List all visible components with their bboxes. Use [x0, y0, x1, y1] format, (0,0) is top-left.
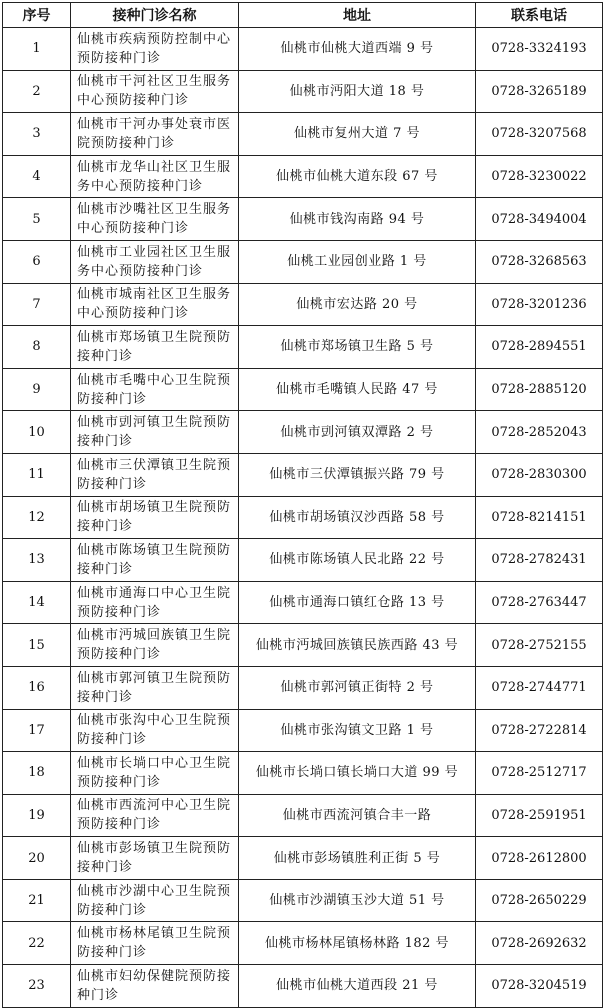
row-address-cell: 仙桃市沔阳大道 18 号 [239, 70, 476, 113]
clinic-name-text: 仙桃市西流河中心卫生院预防接种门诊 [77, 798, 232, 833]
row-phone-cell: 0728-3268563 [476, 240, 603, 283]
header-phone: 联系电话 [476, 3, 603, 28]
clinic-table-container [2, 2, 602, 1004]
row-phone-cell: 0728-2782431 [476, 539, 603, 582]
row-phone-cell: 0728-3265189 [476, 70, 603, 113]
header-row [3, 3, 603, 28]
clinic-name-text: 仙桃市郭河镇卫生院预防接种门诊 [77, 670, 232, 705]
clinic-name-text: 仙桃市妇幼保健院预防接种门诊 [77, 968, 232, 1003]
row-phone-cell: 0728-2885120 [476, 368, 603, 411]
row-clinic-name-cell [71, 240, 239, 283]
row-clinic-name-cell [71, 922, 239, 965]
row-clinic-name-cell [71, 496, 239, 539]
table-row [3, 326, 603, 369]
row-phone-cell: 0728-2894551 [476, 326, 603, 369]
table-row [3, 113, 603, 156]
row-clinic-name-cell [71, 666, 239, 709]
row-clinic-name-cell [71, 411, 239, 454]
table-row [3, 155, 603, 198]
vaccination-clinic-table [2, 2, 603, 1008]
clinic-name-text: 仙桃市龙华山社区卫生服务中心预防接种门诊 [77, 159, 232, 194]
row-clinic-name-cell [71, 709, 239, 752]
clinic-name-text: 仙桃市三伏潭镇卫生院预防接种门诊 [77, 457, 232, 492]
row-address-cell: 仙桃市陈场镇人民北路 22 号 [239, 539, 476, 582]
row-address-cell: 仙桃市通海口镇红仓路 13 号 [239, 581, 476, 624]
clinic-name-text: 仙桃市通海口中心卫生院预防接种门诊 [77, 585, 232, 620]
row-index-cell: 17 [3, 709, 71, 752]
row-clinic-name-cell [71, 326, 239, 369]
row-clinic-name-cell [71, 837, 239, 880]
clinic-name-text: 仙桃市城南社区卫生服务中心预防接种门诊 [77, 287, 232, 322]
row-clinic-name-cell [71, 70, 239, 113]
row-index-cell: 10 [3, 411, 71, 454]
row-phone-cell: 0728-2722814 [476, 709, 603, 752]
row-index-cell: 15 [3, 624, 71, 667]
table-row [3, 539, 603, 582]
row-phone-cell: 0728-3494004 [476, 198, 603, 241]
row-phone-cell: 0728-2692632 [476, 922, 603, 965]
row-index-cell: 7 [3, 283, 71, 326]
row-address-cell: 仙桃市西流河镇合丰一路 [239, 794, 476, 837]
row-address-cell: 仙桃市毛嘴镇人民路 47 号 [239, 368, 476, 411]
row-clinic-name-cell [71, 155, 239, 198]
clinic-name-text: 仙桃市工业园社区卫生服务中心预防接种门诊 [77, 244, 232, 279]
table-row [3, 283, 603, 326]
clinic-name-text: 仙桃市剅河镇卫生院预防接种门诊 [77, 415, 232, 450]
row-index-cell: 11 [3, 453, 71, 496]
row-index-cell: 13 [3, 539, 71, 582]
row-phone-cell: 0728-2763447 [476, 581, 603, 624]
row-clinic-name-cell [71, 581, 239, 624]
row-clinic-name-cell [71, 879, 239, 922]
table-row [3, 496, 603, 539]
table-row [3, 752, 603, 795]
row-address-cell: 仙桃市仙桃大道东段 67 号 [239, 155, 476, 198]
row-phone-cell: 0728-3204519 [476, 965, 603, 1008]
row-phone-cell: 0728-3230022 [476, 155, 603, 198]
row-index-cell: 22 [3, 922, 71, 965]
clinic-name-text: 仙桃市沙嘴社区卫生服务中心预防接种门诊 [77, 202, 232, 237]
row-address-cell: 仙桃市长埫口镇长埫口大道 99 号 [239, 752, 476, 795]
table-header [3, 3, 603, 28]
row-index-cell: 5 [3, 198, 71, 241]
clinic-name-text: 仙桃市彭场镇卫生院预防接种门诊 [77, 841, 232, 876]
table-row [3, 879, 603, 922]
clinic-name-text: 仙桃市郑场镇卫生院预防接种门诊 [77, 329, 232, 364]
clinic-name-text: 仙桃市干河办事处衰市医院预防接种门诊 [77, 116, 232, 151]
clinic-name-text: 仙桃市毛嘴中心卫生院预防接种门诊 [77, 372, 232, 407]
table-row [3, 240, 603, 283]
clinic-name-text: 仙桃市沔城回族镇卫生院预防接种门诊 [77, 628, 232, 663]
row-index-cell: 16 [3, 666, 71, 709]
row-clinic-name-cell [71, 198, 239, 241]
row-index-cell: 4 [3, 155, 71, 198]
clinic-name-text: 仙桃市张沟中心卫生院预防接种门诊 [77, 713, 232, 748]
row-address-cell: 仙桃市沙湖镇玉沙大道 51 号 [239, 879, 476, 922]
row-address-cell: 仙桃市钱沟南路 94 号 [239, 198, 476, 241]
clinic-name-text: 仙桃市干河社区卫生服务中心预防接种门诊 [77, 74, 232, 109]
row-phone-cell: 0728-2852043 [476, 411, 603, 454]
row-clinic-name-cell [71, 113, 239, 156]
row-address-cell: 仙桃工业园创业路 1 号 [239, 240, 476, 283]
header-address: 地址 [239, 3, 476, 28]
table-row [3, 965, 603, 1008]
row-address-cell: 仙桃市杨林尾镇杨林路 182 号 [239, 922, 476, 965]
row-clinic-name-cell [71, 283, 239, 326]
clinic-name-text: 仙桃市胡场镇卫生院预防接种门诊 [77, 500, 232, 535]
table-row [3, 70, 603, 113]
row-address-cell: 仙桃市宏达路 20 号 [239, 283, 476, 326]
row-address-cell: 仙桃市郑场镇卫生路 5 号 [239, 326, 476, 369]
row-index-cell: 2 [3, 70, 71, 113]
row-index-cell: 6 [3, 240, 71, 283]
row-phone-cell: 0728-2612800 [476, 837, 603, 880]
row-phone-cell: 0728-2830300 [476, 453, 603, 496]
row-index-cell: 9 [3, 368, 71, 411]
row-address-cell: 仙桃市剅河镇双潭路 2 号 [239, 411, 476, 454]
row-clinic-name-cell [71, 794, 239, 837]
table-row [3, 666, 603, 709]
clinic-name-text: 仙桃市沙湖中心卫生院预防接种门诊 [77, 883, 232, 918]
row-phone-cell: 0728-8214151 [476, 496, 603, 539]
row-clinic-name-cell [71, 624, 239, 667]
row-index-cell: 19 [3, 794, 71, 837]
table-row [3, 709, 603, 752]
row-index-cell: 23 [3, 965, 71, 1008]
row-address-cell: 仙桃市三伏潭镇振兴路 79 号 [239, 453, 476, 496]
row-index-cell: 18 [3, 752, 71, 795]
row-phone-cell: 0728-3201236 [476, 283, 603, 326]
row-index-cell: 1 [3, 28, 71, 71]
row-address-cell: 仙桃市彭场镇胜利正街 5 号 [239, 837, 476, 880]
table-row [3, 837, 603, 880]
row-phone-cell: 0728-2512717 [476, 752, 603, 795]
table-row [3, 794, 603, 837]
row-clinic-name-cell [71, 453, 239, 496]
header-name: 接种门诊名称 [71, 3, 239, 28]
row-index-cell: 21 [3, 879, 71, 922]
row-clinic-name-cell [71, 752, 239, 795]
clinic-name-text: 仙桃市陈场镇卫生院预防接种门诊 [77, 542, 232, 577]
row-phone-cell: 0728-2591951 [476, 794, 603, 837]
row-index-cell: 14 [3, 581, 71, 624]
row-address-cell: 仙桃市胡场镇汉沙西路 58 号 [239, 496, 476, 539]
table-row [3, 28, 603, 71]
clinic-name-text: 仙桃市长埫口中心卫生院预防接种门诊 [77, 755, 232, 790]
row-index-cell: 12 [3, 496, 71, 539]
row-clinic-name-cell [71, 965, 239, 1008]
row-phone-cell: 0728-3324193 [476, 28, 603, 71]
row-address-cell: 仙桃市仙桃大道西端 9 号 [239, 28, 476, 71]
row-clinic-name-cell [71, 539, 239, 582]
row-phone-cell: 0728-2744771 [476, 666, 603, 709]
clinic-name-text: 仙桃市杨林尾镇卫生院预防接种门诊 [77, 926, 232, 961]
table-body [3, 28, 603, 1008]
row-phone-cell: 0728-2752155 [476, 624, 603, 667]
row-index-cell: 3 [3, 113, 71, 156]
table-row [3, 922, 603, 965]
row-address-cell: 仙桃市张沟镇文卫路 1 号 [239, 709, 476, 752]
row-phone-cell: 0728-3207568 [476, 113, 603, 156]
row-index-cell: 20 [3, 837, 71, 880]
row-clinic-name-cell [71, 28, 239, 71]
table-row [3, 368, 603, 411]
row-phone-cell: 0728-2650229 [476, 879, 603, 922]
row-index-cell: 8 [3, 326, 71, 369]
table-row [3, 581, 603, 624]
row-address-cell: 仙桃市复州大道 7 号 [239, 113, 476, 156]
table-row [3, 624, 603, 667]
row-address-cell: 仙桃市仙桃大道西段 21 号 [239, 965, 476, 1008]
clinic-name-text: 仙桃市疾病预防控制中心预防接种门诊 [77, 31, 232, 66]
table-row [3, 198, 603, 241]
table-row [3, 411, 603, 454]
row-address-cell: 仙桃市郭河镇正街特 2 号 [239, 666, 476, 709]
table-row [3, 453, 603, 496]
header-index: 序号 [3, 3, 71, 28]
row-clinic-name-cell [71, 368, 239, 411]
row-address-cell: 仙桃市沔城回族镇民族西路 43 号 [239, 624, 476, 667]
